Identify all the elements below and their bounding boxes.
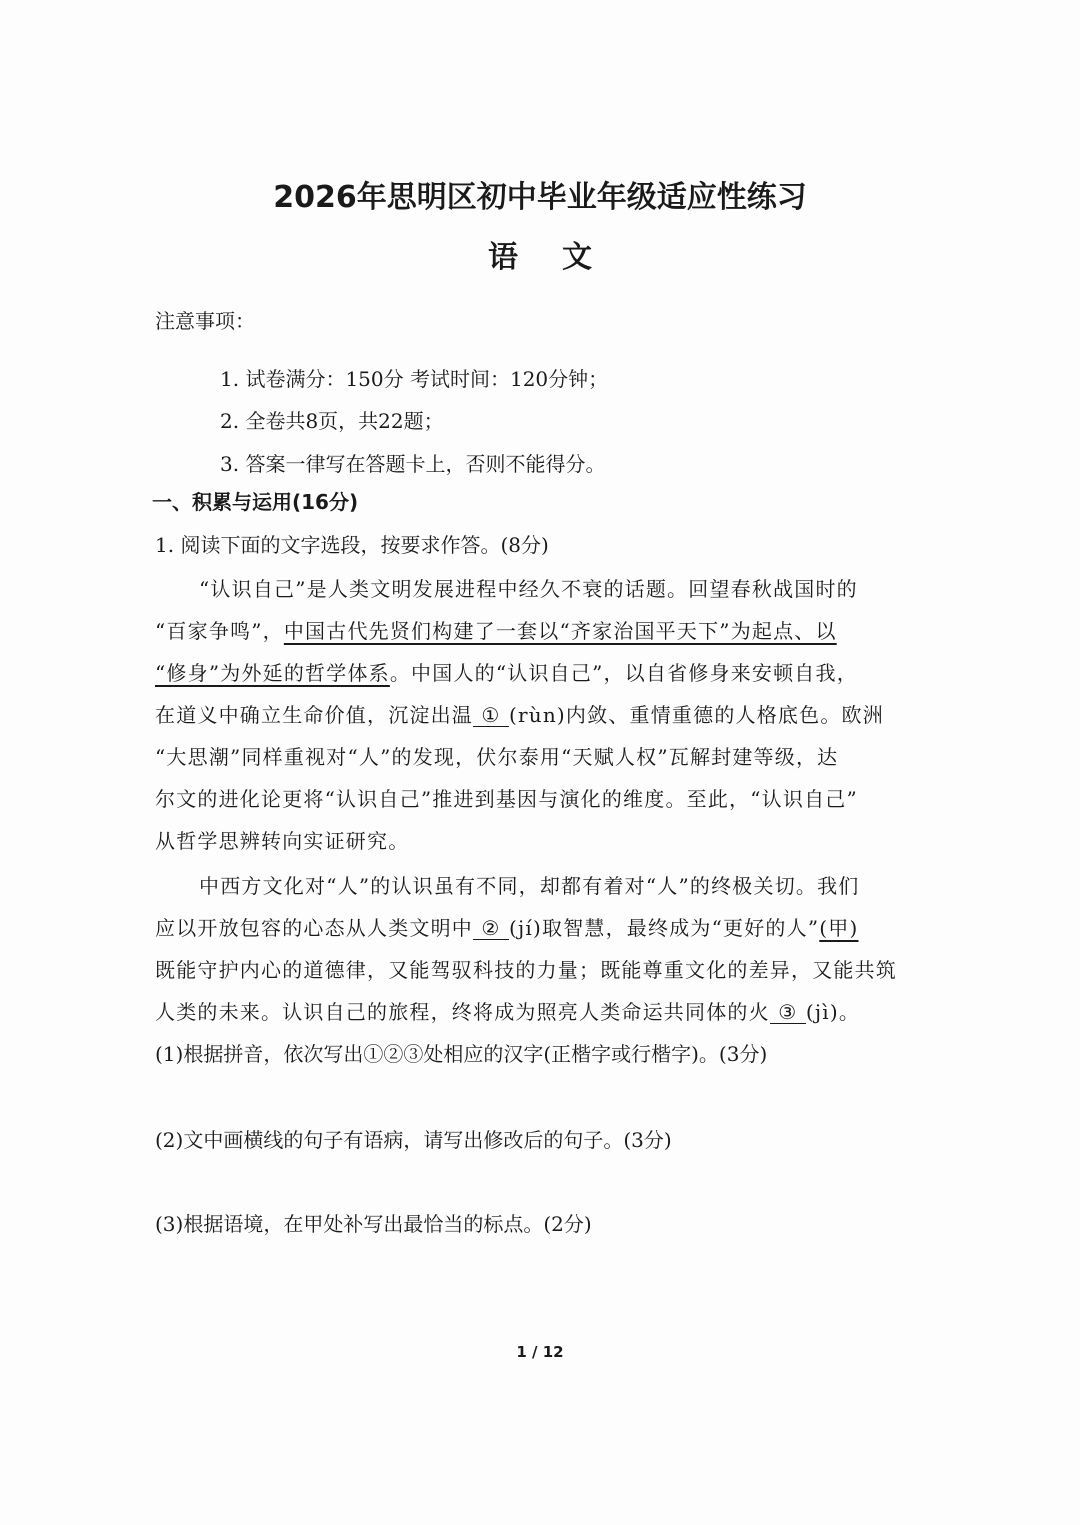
paragraph-1-line-3 bbox=[155, 657, 927, 686]
notice-item-3: 3. 答案一律写在答题卡上，否则不能得分。 bbox=[220, 452, 606, 476]
notice-item-1: 1. 试卷满分：150分 考试时间：120分钟； bbox=[220, 367, 609, 391]
text-span: (jí)取智慧，最终成为“更好的人” bbox=[509, 916, 820, 940]
text-span: “百家争鸣”， bbox=[155, 619, 284, 643]
sub-question-2: (2)文中画横线的句子有语病，请写出修改后的句子。(3分) bbox=[155, 1128, 672, 1152]
paragraph-2-line-4 bbox=[155, 996, 927, 1025]
sub-question-3: (3)根据语境，在甲处补写出最恰当的标点。(2分) bbox=[155, 1212, 592, 1236]
paragraph-1-line-7: 从哲学思辨转向实证研究。 bbox=[155, 829, 410, 853]
text-span: (rùn)内敛、重情重德的人格底色。欧洲 bbox=[509, 703, 884, 727]
underlined-sentence-part-2: “修身”为外延的哲学体系 bbox=[155, 661, 390, 685]
paragraph-2-line-2 bbox=[155, 912, 927, 941]
paragraph-1-line-1: “认识自己”是人类文明发展进程中经久不衰的话题。回望春秋战国时的 bbox=[199, 577, 858, 601]
blank-2: ② bbox=[473, 917, 509, 940]
text-span: 人类的未来。认识自己的旅程，终将成为照亮人类命运共同体的火 bbox=[155, 1000, 770, 1024]
paragraph-2-line-1: 中西方文化对“人”的认识虽有不同，却都有着对“人”的终极关切。我们 bbox=[199, 874, 860, 898]
text-span: 应以开放包容的心态从人类文明中 bbox=[155, 916, 473, 940]
underlined-sentence-part-1: 中国古代先贤们构建了一套以“齐家治国平天下”为起点、以 bbox=[283, 619, 837, 643]
paragraph-1-line-6: 尔文的进化论更将“认识自己”推进到基因与演化的维度。至此，“认识自己” bbox=[155, 787, 858, 811]
question-1-stem: 1. 阅读下面的文字选段，按要求作答。(8分) bbox=[155, 533, 549, 557]
text-span: 。中国人的“认识自己”，以自省修身来安顿自我， bbox=[389, 661, 858, 685]
notice-item-2: 2. 全卷共8页，共22题； bbox=[220, 409, 444, 433]
blank-3: ③ bbox=[770, 1001, 806, 1024]
text-span: (jì)。 bbox=[805, 1000, 861, 1024]
exam-title: 2026年思明区初中毕业年级适应性练习 bbox=[273, 180, 807, 215]
sub-question-1: (1)根据拼音，依次写出①②③处相应的汉字(正楷字或行楷字)。(3分) bbox=[155, 1042, 768, 1066]
exam-subject: 语文 bbox=[488, 240, 636, 275]
paragraph-2-line-3: 既能守护内心的道德律，又能驾驭科技的力量；既能尊重文化的差异，又能共筑 bbox=[155, 958, 897, 982]
notice-heading: 注意事项： bbox=[155, 309, 255, 333]
paragraph-1-line-5: “大思潮”同样重视对“人”的发现，伏尔泰用“天赋人权”瓦解封建等级，达 bbox=[155, 745, 839, 769]
page-number: 1 / 12 bbox=[516, 1343, 564, 1361]
section-title: 一、积累与运用(16分) bbox=[152, 490, 359, 514]
paragraph-1-line-4 bbox=[155, 699, 927, 728]
punctuation-mark-jia: (甲) bbox=[819, 916, 859, 940]
paragraph-1-line-2 bbox=[155, 615, 927, 644]
text-span: 在道义中确立生命价值，沉淀出温 bbox=[155, 703, 473, 727]
blank-1: ① bbox=[473, 704, 509, 727]
